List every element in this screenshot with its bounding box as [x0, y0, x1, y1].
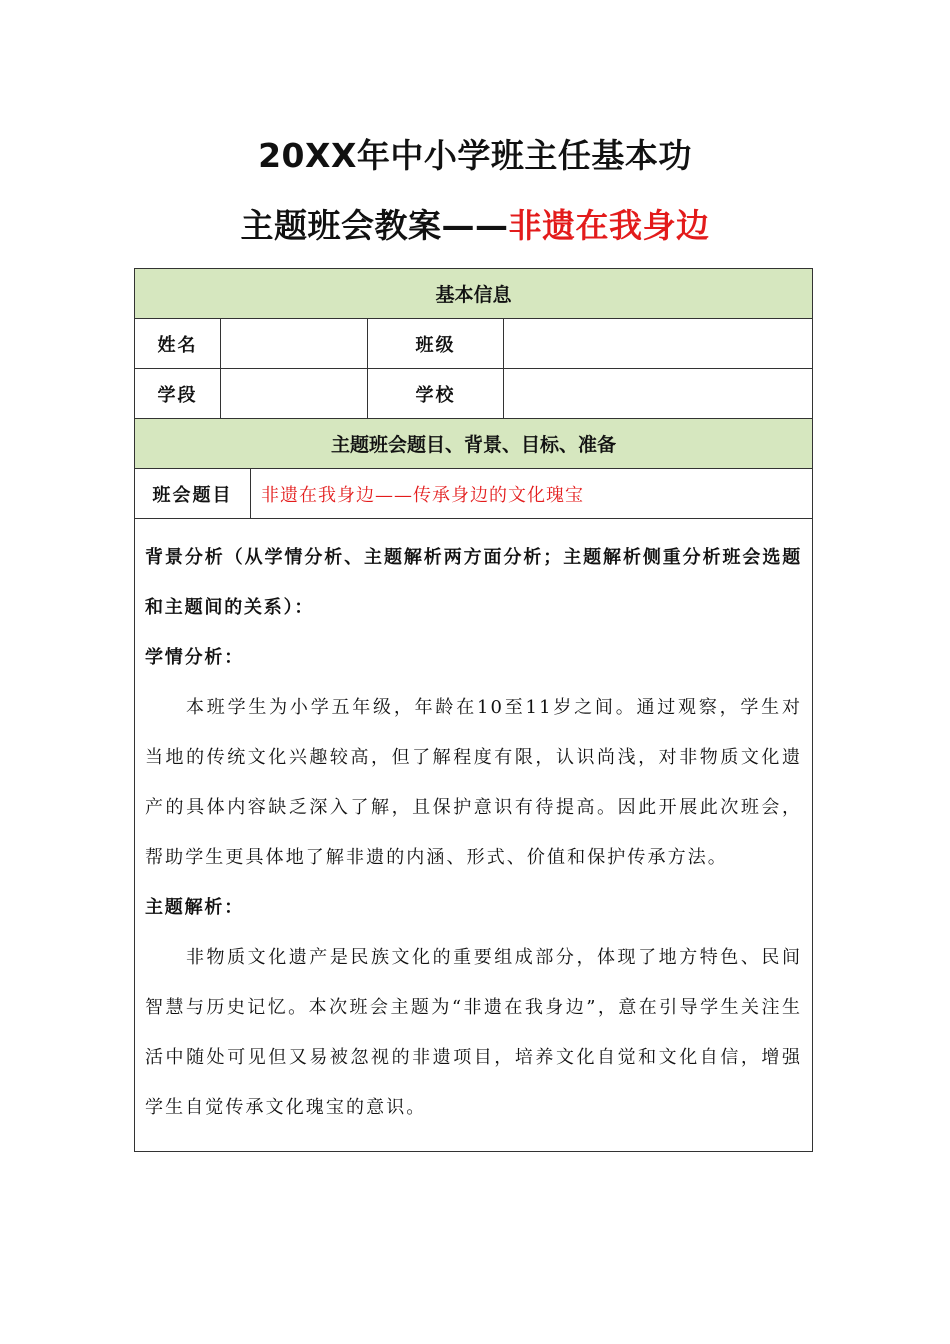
- class-field[interactable]: [504, 319, 813, 369]
- student-analysis-heading: 学情分析：: [145, 647, 244, 668]
- topic-value: 非遗在我身边——传承身边的文化瑰宝: [251, 469, 813, 519]
- basic-info-header: 基本信息: [135, 269, 813, 319]
- class-label: 班级: [368, 319, 504, 369]
- background-heading: 背景分析（从学情分析、主题解析两方面分析；主题解析侧重分析班会选题和主题间的关系）：: [145, 547, 803, 618]
- document-title: 20XX年中小学班主任基本功: [258, 136, 692, 175]
- theme-analysis-text: 非物质文化遗产是民族文化的重要组成部分，体现了地方特色、民间智慧与历史记忆。本次班会主题为“非遗在我身边”，意在引导学生关注生活中随处可见但又易被忽视的非遗项目，培养文化自觉和文化自信，增强学生自觉传承文化瑰宝的意识。: [145, 947, 803, 1118]
- name-field[interactable]: [221, 319, 368, 369]
- stage-label: 学段: [135, 369, 221, 419]
- lesson-plan-table: [134, 268, 813, 1152]
- document-subtitle: [0, 200, 950, 247]
- name-label: 姓名: [135, 319, 221, 369]
- subtitle-highlight: 非遗在我身边: [508, 206, 710, 245]
- background-analysis-cell: [135, 519, 813, 1152]
- theme-analysis-heading: 主题解析：: [145, 897, 244, 918]
- subtitle-prefix: 主题班会教案——: [240, 206, 509, 245]
- school-label: 学校: [368, 369, 504, 419]
- student-analysis-text: 本班学生为小学五年级，年龄在10至11岁之间。通过观察，学生对当地的传统文化兴趣较高，但了解程度有限，认识尚浅，对非物质文化遗产的具体内容缺乏深入了解，且保护意识有待提高。因此开展此次班会，帮助学生更具体地了解非遗的内涵、形式、价值和保护传承方法。: [145, 697, 803, 868]
- stage-field[interactable]: [221, 369, 368, 419]
- school-field[interactable]: [504, 369, 813, 419]
- topic-label: 班会题目: [135, 469, 251, 519]
- topic-section-header: 主题班会题目、背景、目标、准备: [135, 419, 813, 469]
